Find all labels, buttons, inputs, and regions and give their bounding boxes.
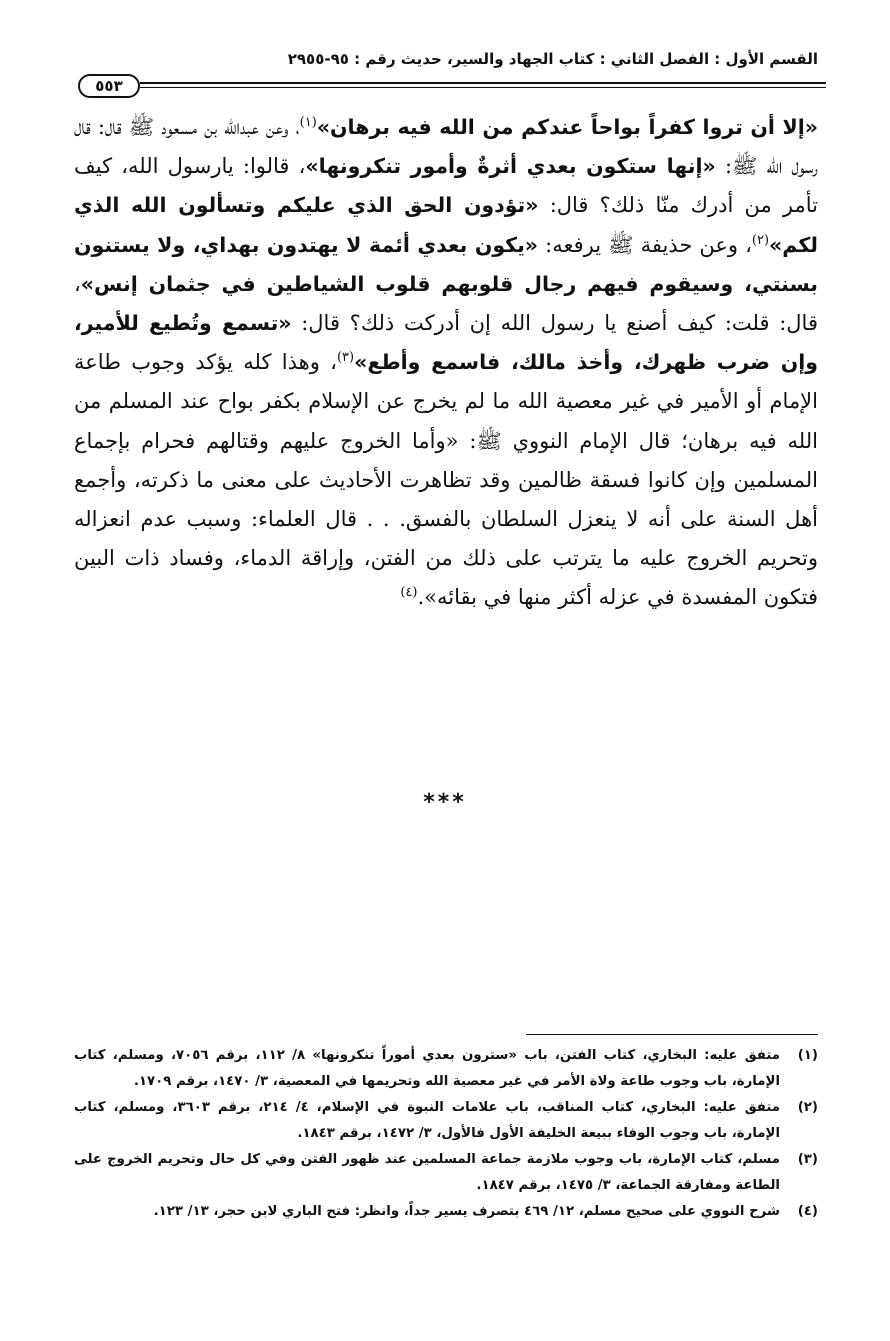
footnote-item	[74, 1095, 818, 1147]
quote-hadith-2: «إنها ستكون بعدي أثرةٌ وأمور تنكرونها»	[305, 154, 716, 179]
footnote-text: شرح النووي على صحيح مسلم، ١٢/ ٤٦٩ بتصرف يسير جداً، وانظر: فتح الباري لابن حجر، ١٣/ ١٢٣.	[153, 1204, 780, 1219]
body-text-5: ، وهذا كله يؤكد وجوب طاعة الإمام أو الأمير في غير معصية الله ما لم يخرج عن الإسلام بكفر بواح عند المسلم من الله فيه برهان؛ قال الإمام النووي ﷺ:	[74, 350, 818, 453]
body-text-2: ، قالوا: يارسول الله، كيف تأمر من أدرك منّا ذلك؟ قال:	[74, 154, 818, 218]
footnote-ref-3: (٣)	[336, 350, 355, 366]
footnote-rule	[526, 1034, 818, 1035]
running-header	[68, 48, 818, 70]
quote-hadith-1: «إلا أن تروا كفراً بواحاً عندكم من الله فيه برهان»	[316, 115, 818, 139]
footnote-number: (٤)	[797, 1204, 818, 1219]
nawawi-quote: «وأما الخروج عليهم وقتالهم فحرام بإجماع المسلمين وإن كانوا فسقة ظالمين وقد تظاهرت الأحاديث على معنى ما ذكرته، وأجمع أهل السنة على أنه لا ينعزل السلطان بالفسق. . . قال العلماء: وسبب عدم انعزاله وتحريم الخروج عليه ما يترتب على ذلك من الفتن، وإراقة الدماء، وفساد ذات البين فتكون المفسدة في عزله أكثر منها في بقائه»	[74, 428, 818, 610]
quote-hadith-3: «تؤدون الحق الذي عليكم وتسألون الله الذي لكم»	[74, 193, 818, 257]
header-rule-thick	[140, 82, 826, 84]
header-rule-thin	[140, 87, 826, 88]
footnote-number: (٢)	[797, 1100, 818, 1115]
footnotes	[74, 1043, 818, 1225]
main-text	[74, 108, 818, 618]
footnote-text: مسلم، كتاب الإمارة، باب وجوب ملازمة جماعة المسلمين عند ظهور الفتن وفي كل حال وتحريم الخروج على الطاعة ومفارقة الجماعة، ٣/ ١٤٧٥، برقم ١٨٤٧.	[74, 1152, 780, 1193]
body-text-6: .	[417, 585, 425, 610]
section-separator: ***	[423, 790, 467, 815]
footnote-item	[74, 1147, 818, 1199]
body-text-4: ، قال: قلت: كيف أصنع يا رسول الله إن أدركت ذلك؟ قال:	[74, 271, 818, 336]
page-number: ٥٥٣	[78, 74, 140, 98]
body-text-1: ، وعن عبدالله بن مسعود ﷺ قال: قال رسول الله ﷺ:	[74, 115, 818, 179]
body-text-3: ، وعن حذيفة ﷺ يرفعه:	[545, 232, 752, 257]
footnote-ref-4: (٤)	[400, 585, 418, 601]
footnote-number: (١)	[797, 1048, 818, 1063]
quote-hadith-4: «يكون بعدي أئمة لا يهتدون بهداي، ولا يستنون بسنتي، وسيقوم فيهم رجال قلوبهم قلوب الشياطين في جثمان إنس»	[74, 232, 818, 296]
footnote-number: (٣)	[797, 1152, 818, 1167]
footnote-text: متفق عليه: البخاري، كتاب المناقب، باب علامات النبوة في الإسلام، ٤/ ٢١٤، برقم ٣٦٠٣، ومسلم، كتاب الإمارة، باب وجوب الوفاء ببيعة الخليفة الأول فالأول، ٣/ ١٤٧٢، برقم ١٨٤٣.	[74, 1100, 780, 1141]
footnote-text: متفق عليه: البخاري، كتاب الفتن، باب «سترون بعدي أموراً تنكرونها» ٨/ ١١٢، برقم ٧٠٥٦، ومسلم، كتاب الإمارة، باب وجوب طاعة ولاة الأمر في غير معصية الله وتحريمها في المعصية، ٣/ ١٤٧٠، برقم ١٧٠٩.	[74, 1048, 780, 1089]
footnote-item	[74, 1199, 818, 1225]
quote-hadith-5: «تسمع وتُطيع للأمير، وإن ضرب ظهرك، وأخذ مالك، فاسمع وأطع»	[74, 311, 818, 375]
footnote-item	[74, 1043, 818, 1095]
footnote-ref-1: (١)	[299, 115, 317, 130]
running-header-title: القسم الأول : الفصل الثاني : كتاب الجهاد والسير، حديث رقم : ٩٥-٢٩٥٥	[287, 50, 818, 68]
footnote-ref-2: (٢)	[751, 232, 770, 248]
header-rule	[78, 74, 826, 98]
